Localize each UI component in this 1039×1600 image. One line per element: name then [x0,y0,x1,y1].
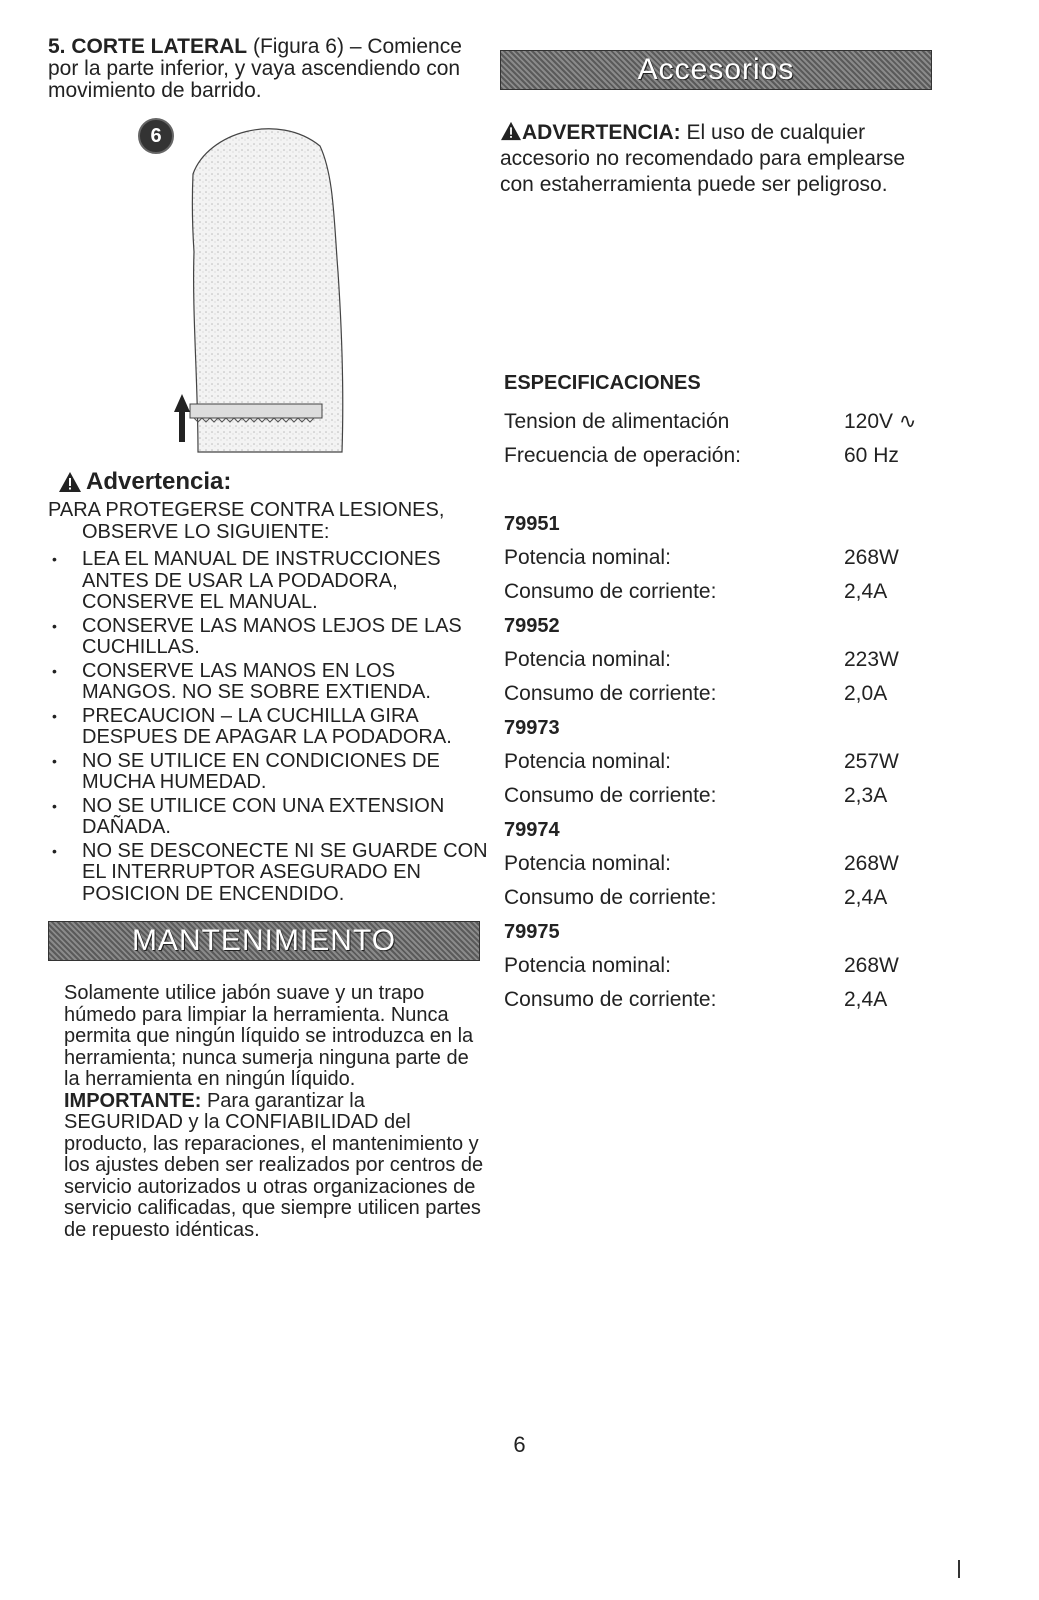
figure-badge: 6 [138,118,174,154]
spec-label: Potencia nominal: [504,852,671,875]
spec-row [500,779,930,813]
warning-heading [58,468,488,496]
spec-value: 223W [844,648,899,671]
warning-intro: PARA PROTEGERSE CONTRA LESIONES, OBSERVE LO SIGUIENTE: [48,499,445,543]
warning-body [48,500,488,905]
spec-label: Tension de alimentación [504,410,730,433]
warning-triangle-icon [58,471,82,493]
section5-text: (Figura 6) – Comience por la parte inferior, y vaya ascendiendo con movimiento de barrido. [48,35,462,102]
spec-row [500,677,930,711]
maintenance-banner: MANTENIMIENTO [48,921,480,961]
important-paragraph [48,1091,488,1242]
spec-value: 268W [844,852,899,875]
page-number: 6 [513,1432,526,1457]
spec-label: Consumo de corriente: [504,682,717,705]
model-number: 79951 [504,513,560,535]
spec-row [500,541,930,575]
figure-6 [138,112,438,462]
accessories-warning-text: El uso de cualquier accesorio no recomendado para emplearse con estaherramienta puede ser peligroso. [500,121,906,196]
section5-paragraph [48,36,488,102]
spec-value: 268W [844,546,899,569]
list-item: • PRECAUCION – LA CUCHILLA GIRA DESPUES DE APAGAR LA PODADORA. [48,706,488,749]
list-item: • NO SE DESCONECTE NI SE GUARDE CON EL INTERRUPTOR ASEGURADO EN POSICION DE ENCENDIDO. [48,841,488,906]
list-item: • CONSERVE LAS MANOS LEJOS DE LAS CUCHILLAS. [48,616,488,659]
spec-row [500,949,930,983]
spec-row [500,575,930,609]
spec-value: 268W [844,954,899,977]
spec-value: 257W [844,750,899,773]
spec-label: Consumo de corriente: [504,784,717,807]
warning-list [48,549,488,905]
section5-title: 5. CORTE LATERAL [48,35,248,58]
accessories-warning-lead: ADVERTENCIA: [522,121,681,144]
accessories-banner: Accesorios [500,50,932,90]
spec-row [500,881,930,915]
warning-title: Advertencia: [86,468,232,495]
spec-label: Consumo de corriente: [504,580,717,603]
model-number: 79974 [504,819,560,841]
spec-row [500,847,930,881]
hedge-trimmer-illustration-icon [138,112,438,462]
model-number: 79952 [504,615,560,637]
spec-row [500,405,930,439]
list-item: • LEA EL MANUAL DE INSTRUCCIONES ANTES DE USAR LA PODADORA, CONSERVE EL MANUAL. [48,549,488,614]
spec-value: 2,4A [844,886,888,909]
warning-triangle-icon [500,121,522,141]
spec-row [500,643,930,677]
spec-value: 60 Hz [844,444,899,467]
list-item: • CONSERVE LAS MANOS EN LOS MANGOS. NO SE SOBRE EXTIENDA. [48,661,488,704]
spec-value: 2,3A [844,784,888,807]
spec-label: Consumo de corriente: [504,988,717,1011]
spec-label: Potencia nominal: [504,750,671,773]
maintenance-paragraph: Solamente utilice jabón suave y un trapo húmedo para limpiar la herramienta. Nunca permita que ningún líquido se introduzca en la herramienta; nunca sumerja ninguna parte de la herramienta en ningún líquido. [64,982,474,1090]
model-number: 79975 [504,921,560,943]
spec-row [500,745,930,779]
important-lead: IMPORTANTE: [64,1089,202,1112]
spec-value: 120V ∿ [844,410,917,433]
list-item: • NO SE UTILICE EN CONDICIONES DE MUCHA HUMEDAD. [48,751,488,794]
model-number: 79973 [504,717,560,739]
spec-label: Frecuencia de operación: [504,444,741,467]
spec-value: 2,0A [844,682,888,705]
spec-row [500,983,930,1017]
spec-row [500,439,930,473]
accessories-warning [500,120,930,198]
right-column [500,50,930,1017]
left-column [48,36,488,1241]
important-text: Para garantizar la SEGURIDAD y la CONFIABILIDAD del producto, las reparaciones, el mantenimiento y los ajustes deben ser realizados por centros de servicio autorizados u otras organizaciones de servicio calificadas, que siempre utilicen partes de repuesto idénticas. [64,1089,484,1241]
spec-label: Consumo de corriente: [504,886,717,909]
scan-mark [958,1560,960,1578]
spec-value: 2,4A [844,580,888,603]
spec-label: Potencia nominal: [504,546,671,569]
list-item: • NO SE UTILICE CON UNA EXTENSION DAÑADA. [48,796,488,839]
spec-value: 2,4A [844,988,888,1011]
specs-title: ESPECIFICACIONES [504,372,701,394]
spec-label: Potencia nominal: [504,954,671,977]
spec-label: Potencia nominal: [504,648,671,671]
